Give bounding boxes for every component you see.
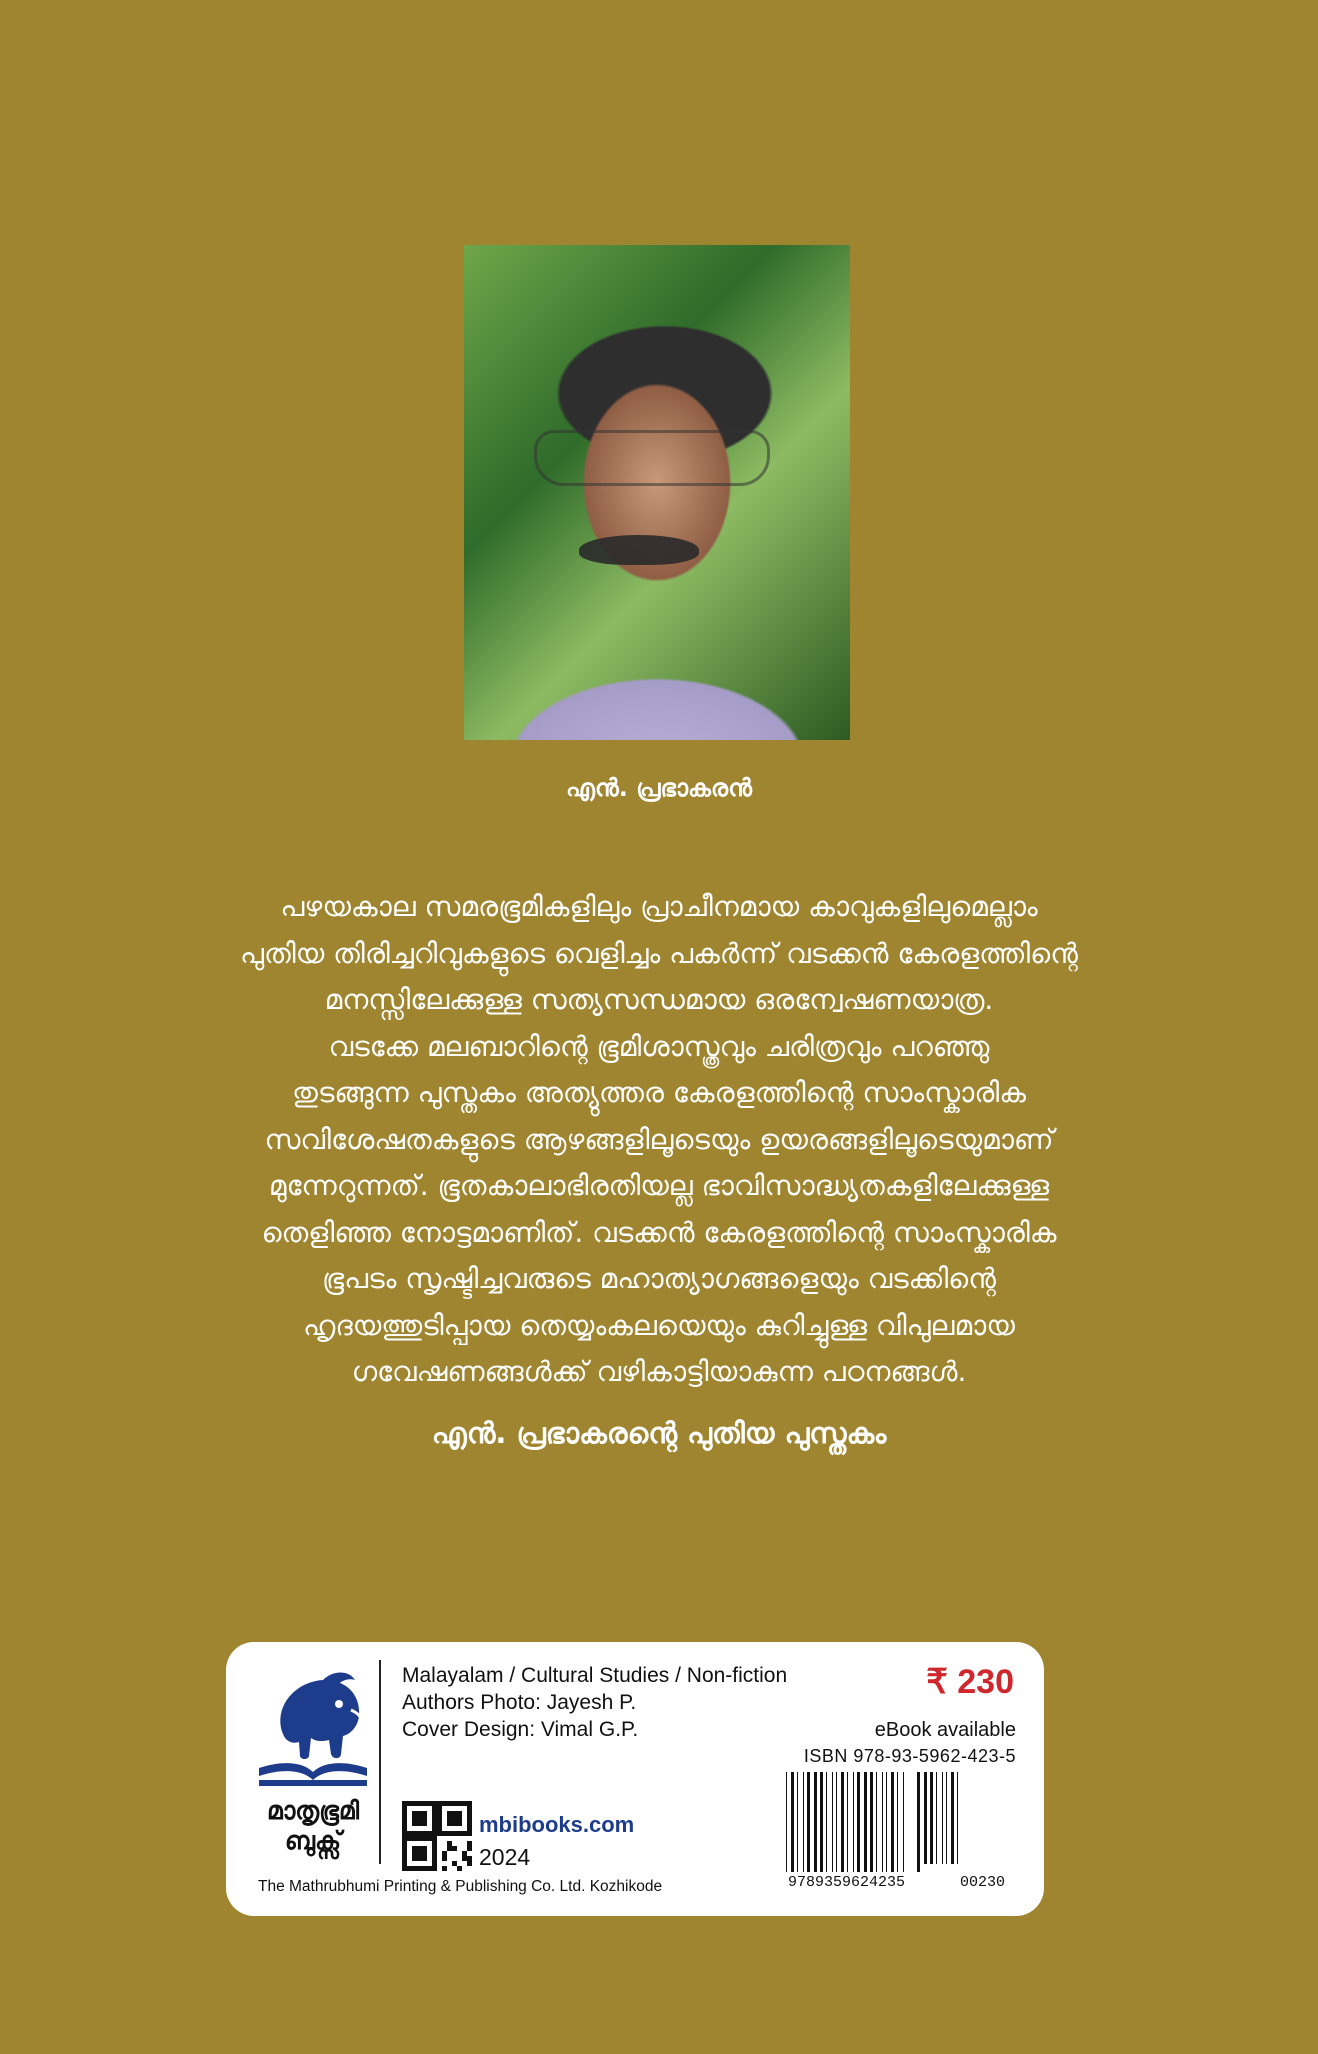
barcode-bar [814,1772,817,1872]
glasses-shape [534,430,770,486]
category-text: Malayalam / Cultural Studies / Non-fiction [402,1664,788,1687]
barcode-bar [942,1772,943,1864]
blurb [150,884,1168,1396]
barcode-bar [870,1772,873,1872]
qr-module [467,1841,472,1846]
blurb-line: പഴയകാല സമരഭൂമികളിലും പ്രാചീനമായ കാവുകളിലുമെല്ലാം [280,890,1038,923]
logo-line-2: ബുക്സ് [284,1826,342,1855]
barcode-bar [891,1772,894,1872]
barcode-bar [820,1772,823,1872]
qr-module [442,1856,447,1861]
qr-module [447,1841,452,1846]
blurb-line: ഭൂപടം സൃഷ്ടിച്ചവരുടെ മഹാത്യാഗങ്ങളെയും വടക്കിന്റെ [322,1262,996,1295]
barcode-bar [803,1772,804,1872]
qr-module [467,1846,472,1851]
barcode-bar [951,1772,954,1864]
blurb-line: തുടങ്ങുന്ന പുസ്തകം അത്യുത്തര കേരളത്തിന്റെ സാംസ്കാരിക [292,1076,1026,1109]
barcode-bar [807,1772,810,1872]
elephant-book-icon [253,1664,373,1792]
qr-module [462,1851,467,1856]
tagline: എൻ. പ്രഭാകരന്റെ പുതിയ പുസ്തകം [431,1416,887,1450]
blurb-line: പുതിയ തിരിച്ചറിവുകളുടെ വെളിച്ചം പകർന്ന് വടക്കൻ കേരളത്തിന്റെ [240,936,1078,970]
barcode-main-number: 9789359624235 [788,1874,906,1891]
qr-module [462,1856,467,1861]
qr-module [442,1866,447,1871]
qr-module [457,1866,462,1871]
price: ₹ 230 [926,1663,1014,1701]
barcode-bar [864,1772,867,1872]
barcode-bar [797,1772,798,1872]
barcode-bar [857,1772,860,1872]
mustache-shape [579,535,699,565]
qr-module [452,1846,457,1851]
qr-finder [447,1811,462,1826]
barcode-bar [836,1772,837,1872]
qr-code-icon [402,1801,472,1871]
barcode-bar [791,1772,794,1872]
website-link[interactable]: mbibooks.com [479,1812,635,1837]
qr-module [467,1856,472,1861]
barcode-bar [957,1772,958,1864]
blurb-line: ഹൃദയത്തുടിപ്പായ തെയ്യംകലയെയും കുറിച്ചുള്ള വിപുലമായ [303,1308,1015,1342]
blurb-line: ഗവേഷണങ്ങൾക്ക് വഴികാട്ടിയാകുന്ന പഠനങ്ങൾ. [351,1355,967,1388]
isbn-text: ISBN 978-93-5962-423-5 [803,1746,1016,1766]
cover-credit: Cover Design: Vimal G.P. [402,1718,639,1741]
barcode-bar [897,1772,898,1872]
barcode-bar [841,1772,844,1872]
barcode-bar [826,1772,827,1872]
divider [379,1660,381,1864]
qr-finder [412,1811,427,1826]
publisher-logo [248,1664,378,1856]
qr-finder [412,1846,427,1861]
book-meta [402,1662,787,1743]
barcode-bar [903,1772,904,1872]
barcode-bar [832,1772,833,1872]
blurb-line: തെളിഞ്ഞ നോട്ടമാണിത്. വടക്കൻ കേരളത്തിന്റെ സാംസ്കാരിക [261,1215,1057,1249]
ebook-note: eBook available [874,1719,1016,1741]
photo-credit: Authors Photo: Jayesh P. [402,1691,637,1714]
barcode-addon-number: 00230 [960,1874,1006,1891]
barcode-bar [886,1772,887,1872]
barcode-bar [847,1772,848,1872]
barcode-bar [930,1772,933,1864]
qr-module [452,1861,457,1866]
qr-module [447,1846,452,1851]
publisher-panel [226,1642,1044,1916]
isbn-barcode [784,1772,1022,1872]
author-caption: എൻ. പ്രഭാകരൻ [566,774,752,802]
barcode-bar [917,1772,920,1872]
blurb-line: മനസ്സിലേക്കുള്ള സത്യസന്ധമായ ഒരന്വേഷണയാത്ര. [324,983,994,1016]
barcode-bar [853,1772,854,1872]
logo-line-1: മാതൃഭൂമി [266,1796,360,1825]
publisher-name: The Mathrubhumi Printing & Publishing Co. Ltd. Kozhikode [258,1878,663,1895]
blurb-line: സവിശേഷതകളുടെ ആഴങ്ങളിലൂടെയും ഉയരങ്ങളിലൂടെയുമാണ് [264,1122,1054,1156]
barcode-bar [786,1772,787,1872]
barcode-bar [936,1772,937,1864]
qr-module [467,1861,472,1866]
qr-module [442,1851,447,1856]
blurb-line: വടക്കേ മലബാറിന്റെ ഭൂമിശാസ്ത്രവും ചരിത്രവും പറഞ്ഞു [328,1029,990,1063]
barcode-bar [882,1772,883,1872]
author-photo [464,245,850,740]
blurb-line: മുന്നേറുന്നത്. ഭൂതകാലാഭിരതിയല്ല ഭാവിസാദ്ധ്യതകളിലേക്കുള്ള [268,1169,1050,1202]
barcode-bar [946,1772,947,1864]
publication-year: 2024 [479,1844,531,1870]
barcode-bar [876,1772,877,1872]
barcode-bar [924,1772,927,1864]
